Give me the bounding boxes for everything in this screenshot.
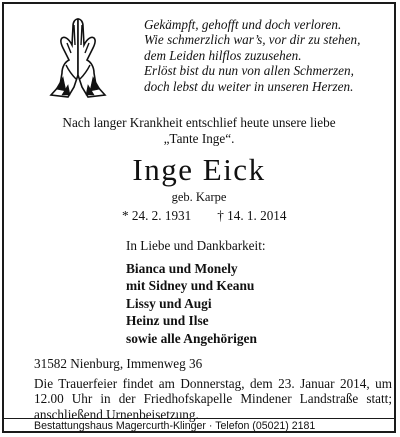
poem-line: Wie schmerzlich war’s, vor dir zu stehen, [144,32,361,48]
footer-divider [4,418,394,419]
mourner-line: Lissy und Augi [126,295,212,311]
mourners-intro: In Liebe und Dankbarkeit: [126,238,266,253]
undertaker-name: Bestattungshaus Magercurth-Klinger [34,420,206,432]
mourner-line: mit Sidney und Keanu [126,278,255,294]
praying-hands-icon [38,15,114,99]
death-date: † 14. 1. 2014 [217,208,287,223]
birth-name: geb. Karpe [171,190,227,204]
poem-line: dem Leiden hilflos zuzusehen. [144,47,302,63]
undertaker-phone: Telefon (05021) 2181 [215,420,316,432]
mourner-line: Bianca und Monely [126,261,238,276]
ceremony-info: Die Trauerfeier findet am Donnerstag, dem 23. Januar 2014, um 12.00 Uhr in der Friedhofskapelle Mindener Landstraße statt; anschließend Urnenbeisetzung. [34,376,392,422]
poem [144,17,394,94]
life-dates [122,208,286,224]
mourner-line: sowie alle Angehörigen [126,330,257,346]
poem-line: Gekämpft, gehofft und doch verloren. [144,17,342,32]
announcement-line: „Tante Inge“. [163,131,235,146]
mourners-list [126,260,257,347]
deceased-name: Inge Eick [132,152,266,187]
footer [34,420,390,433]
address: 31582 Nienburg, Immenweg 36 [34,356,203,371]
poem-line: doch lebst du weiter in unseren Herzen. [144,78,354,94]
announcement [4,115,394,147]
birth-date: * 24. 2. 1931 [122,208,192,223]
obituary-notice [2,2,396,433]
mourner-line: Heinz und Ilse [126,313,209,329]
announcement-line: Nach langer Krankheit entschlief heute unsere liebe [62,115,336,130]
poem-line: Erlöst bist du nun von allen Schmerzen, [144,63,354,79]
footer-separator: · [205,420,216,432]
